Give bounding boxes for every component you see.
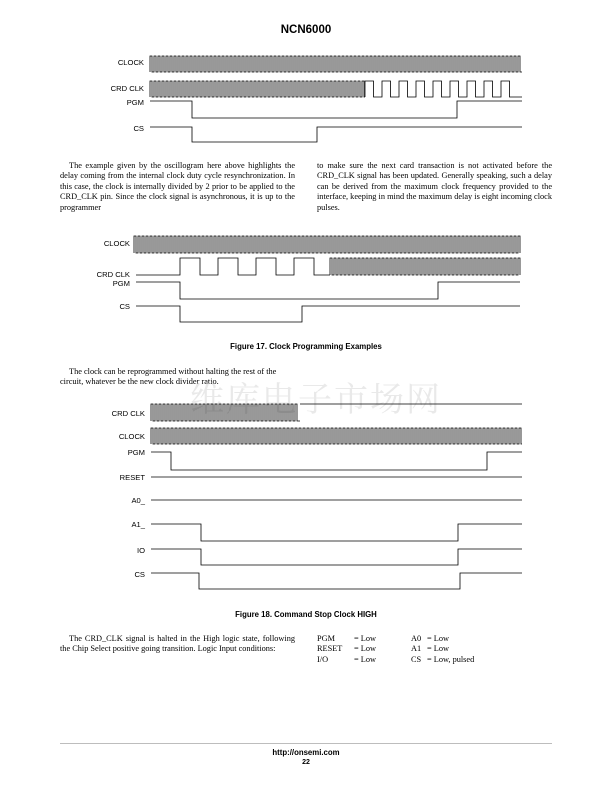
cond-name: RESET xyxy=(317,644,343,654)
cond-name: I/O xyxy=(317,654,329,664)
paragraph-3: The CRD_CLK signal is halted in the High logic state, following the Chip Select positive going transition. Logic Input conditions: xyxy=(60,634,295,654)
cond-value2: = Low xyxy=(427,644,449,654)
cond-value: = Low xyxy=(354,654,376,664)
logic-conditions xyxy=(317,634,474,665)
page-number: 22 xyxy=(302,759,310,766)
paragraph-1-left: The example given by the oscillogram here above highlights the delay coming from the internal clock duty cycle resynchronization. In this case, the clock is internally divided by 2 prior to be applied to the CRD_CLK pin. Since the clock signal is asynchronous, it is up to the programmer xyxy=(60,161,295,212)
wave-18-clock xyxy=(151,428,522,444)
label-crd-clk: CRD CLK xyxy=(96,270,130,279)
footer-url[interactable]: http://onsemi.com xyxy=(272,748,340,757)
label-clock: CLOCK xyxy=(117,58,144,67)
cond-value: = Low xyxy=(354,644,376,654)
wave-18-pgm xyxy=(151,452,522,470)
label-a1: A1_ xyxy=(131,520,145,529)
cond-value: = Low xyxy=(354,634,376,643)
label-pgm: PGM xyxy=(127,448,145,457)
label-pgm: PGM xyxy=(112,279,130,288)
cond-value2: = Low xyxy=(427,634,449,643)
label-clock: CLOCK xyxy=(118,432,145,441)
watermark: 维库电子市场网 xyxy=(190,380,442,420)
cond-name2: CS xyxy=(411,654,422,664)
label-clock: CLOCK xyxy=(103,239,130,248)
wave-18-crdclk xyxy=(151,404,522,421)
wave-18-io xyxy=(151,549,522,565)
figure-17-caption: Figure 17. Clock Programming Examples xyxy=(230,342,382,351)
label-cs: CS xyxy=(133,124,144,133)
label-a0: A0_ xyxy=(131,496,145,505)
label-crd-clk: CRD CLK xyxy=(111,409,145,418)
cond-name2: A1 xyxy=(411,644,422,654)
cond-name2: A0 xyxy=(411,634,422,643)
label-reset: RESET xyxy=(119,473,145,482)
condition-row xyxy=(317,644,474,654)
label-cs: CS xyxy=(134,570,145,579)
wave-18-cs xyxy=(151,573,522,589)
figure-18-caption: Figure 18. Command Stop Clock HIGH xyxy=(235,610,377,619)
footer-divider xyxy=(60,743,552,744)
cond-name: PGM xyxy=(317,634,335,643)
paragraph-2: The clock can be reprogrammed without halting the rest of the circuit, whatever be the new clock divider ratio. xyxy=(60,367,277,387)
label-crd-clk: CRD CLK xyxy=(110,84,144,93)
label-io: IO xyxy=(136,546,145,555)
condition-row xyxy=(317,634,474,644)
wave-18-a1 xyxy=(151,524,522,541)
cond-value2: = Low, pulsed xyxy=(427,654,475,664)
label-cs: CS xyxy=(119,302,130,311)
condition-row xyxy=(317,655,474,665)
page-title: NCN6000 xyxy=(280,24,332,36)
paragraph-1-right: to make sure the next card transaction is not activated before the CRD_CLK signal has been updated. Generally speaking, such a delay can be derived from the maximum clock frequency provided to the interface, keeping in mind the maximum delay is eight incoming clock pulses. xyxy=(317,161,552,212)
label-pgm: PGM xyxy=(126,98,144,107)
